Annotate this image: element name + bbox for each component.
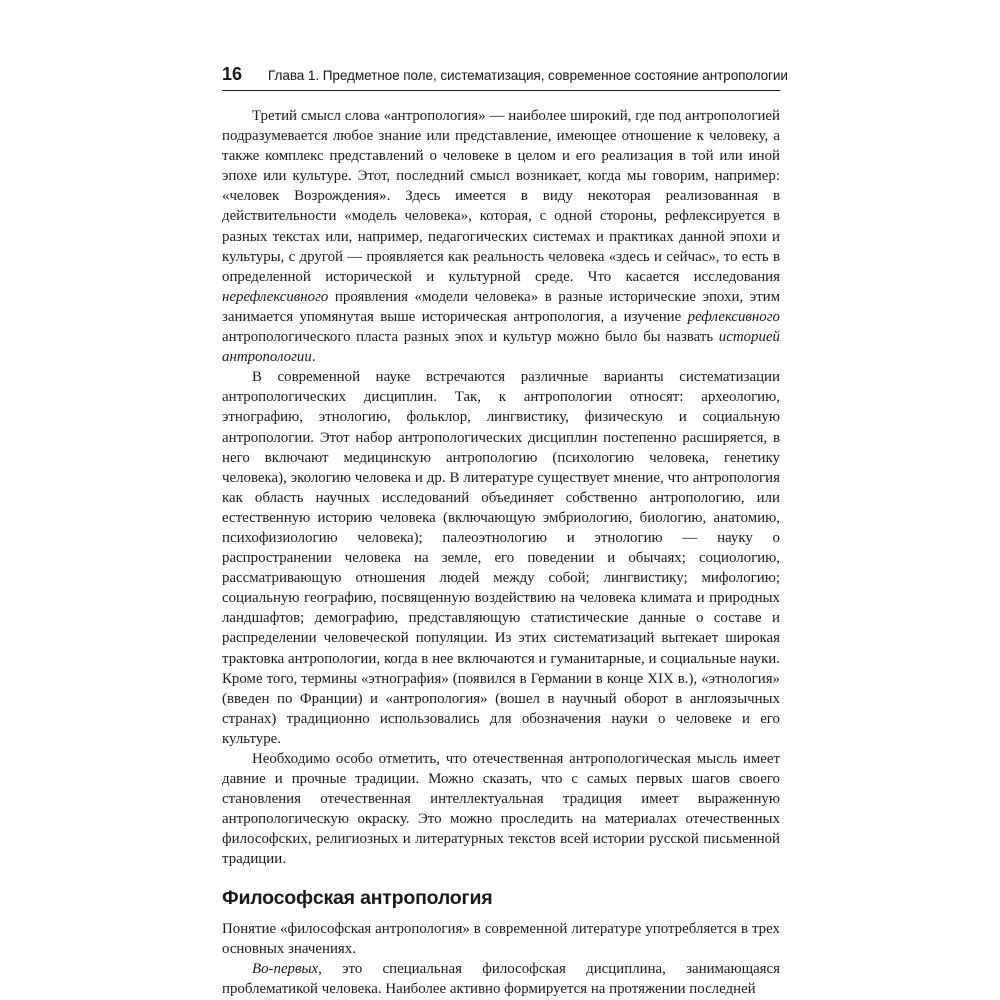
text-run: .	[311, 349, 316, 366]
text-run: проявления «модели человека» в разные исторические эпохи, этим занимается упомянутая выше историческая антропология, а изучение	[222, 288, 780, 325]
intro-paragraphs	[222, 106, 780, 870]
page-number: 16	[222, 64, 243, 84]
italic-term: историей антропологии	[222, 329, 780, 366]
section-paragraphs	[222, 919, 780, 999]
paragraph	[222, 367, 780, 749]
running-header	[222, 64, 788, 91]
body-text	[222, 106, 780, 999]
text-run: , это специальная философская дисциплина, занимающаяся проблематикой человека. Наиболее активно формируется на протяжении последней	[222, 960, 780, 997]
paragraph	[222, 919, 780, 959]
text-run: В современной науке встречаются различные варианты систематизации антропологических дисциплин. Так, к антропологии относят: археологию, этнографию, этнологию, фольклор, лингвистику, физическую и социальную антропологии. Этот набор антропологических дисциплин постепенно расширяется, в него включают медицинскую антропологию (психологию человека, генетику человека), экологию человека и др. В литературе существует мнение, что антропология как область научных исследований объединяет собственно антропологию, или естественную историю человека (включающую эмбриологию, биологию, анатомию, психофизиологию человека); палеоэтнологию и этнологию — науку о распространении человека на земле, его поведении и обычаях; социологию, рассматривающую отношения людей между собой; лингвистику; мифологию; социальную географию, посвященную воздействию на человека климата и природных ландшафтов; демографию, представляющую статистические данные о составе и распределении человеческой популяции. Из этих систематизаций вытекает широкая трактовка антропологии, когда в нее включаются и гуманитарные, и социальные науки. Кроме того, термины «этнография» (появился в Германии в конце XIX в.), «этнология» (введен по Франции) и «антропология» (вошел в научный оборот в англоязычных странах) традиционно использовались для обозначения науки о человеке и его культуре.	[222, 369, 780, 747]
text-run: Необходимо особо отметить, что отечественная антропологическая мысль имеет давние и прочные традиции. Можно сказать, что с самых первых шагов своего становления отечественная интеллектуальная традиция имеет выраженную антропологическую окраску. Это можно проследить на материалах отечественных философских, религиозных и литературных текстов всей истории русской письменной традиции.	[222, 751, 780, 868]
paragraph	[222, 106, 780, 367]
running-title: Глава 1. Предметное поле, систематизация, современное состояние антропологии	[268, 68, 788, 83]
text-run: Понятие «философская антропология» в современной литературе употребляется в трех основных значениях.	[222, 920, 780, 957]
paragraph	[222, 959, 780, 999]
paragraph	[222, 749, 780, 870]
italic-term: нерефлексивного	[222, 288, 329, 305]
section-heading: Философская антропология	[222, 886, 493, 909]
text-run: антропологического пласта разных эпох и культур можно было бы назвать	[222, 329, 719, 346]
italic-term: Во-первых	[252, 960, 319, 977]
italic-term: рефлексивного	[687, 308, 780, 325]
text-run: Третий смысл слова «антропология» — наиболее широкий, где под антропологией подразумевается любое знание или представление, имеющее отношение к человеку, а также комплекс представлений о человеке в целом и его реализация в той или иной эпохе или культуре. Этот, последний смысл возникает, когда мы говорим, например: «человек Возрождения». Здесь имеется в виду некоторая реализованная в действительности «модель человека», которая, с одной стороны, рефлексируется в разных текстах или, например, педагогических системах и практиках данной эпохи и культуры, с другой — проявляется как реальность человека «здесь и сейчас», то есть в определенной исторической и культурной среде. Что касается исследования	[222, 108, 780, 285]
